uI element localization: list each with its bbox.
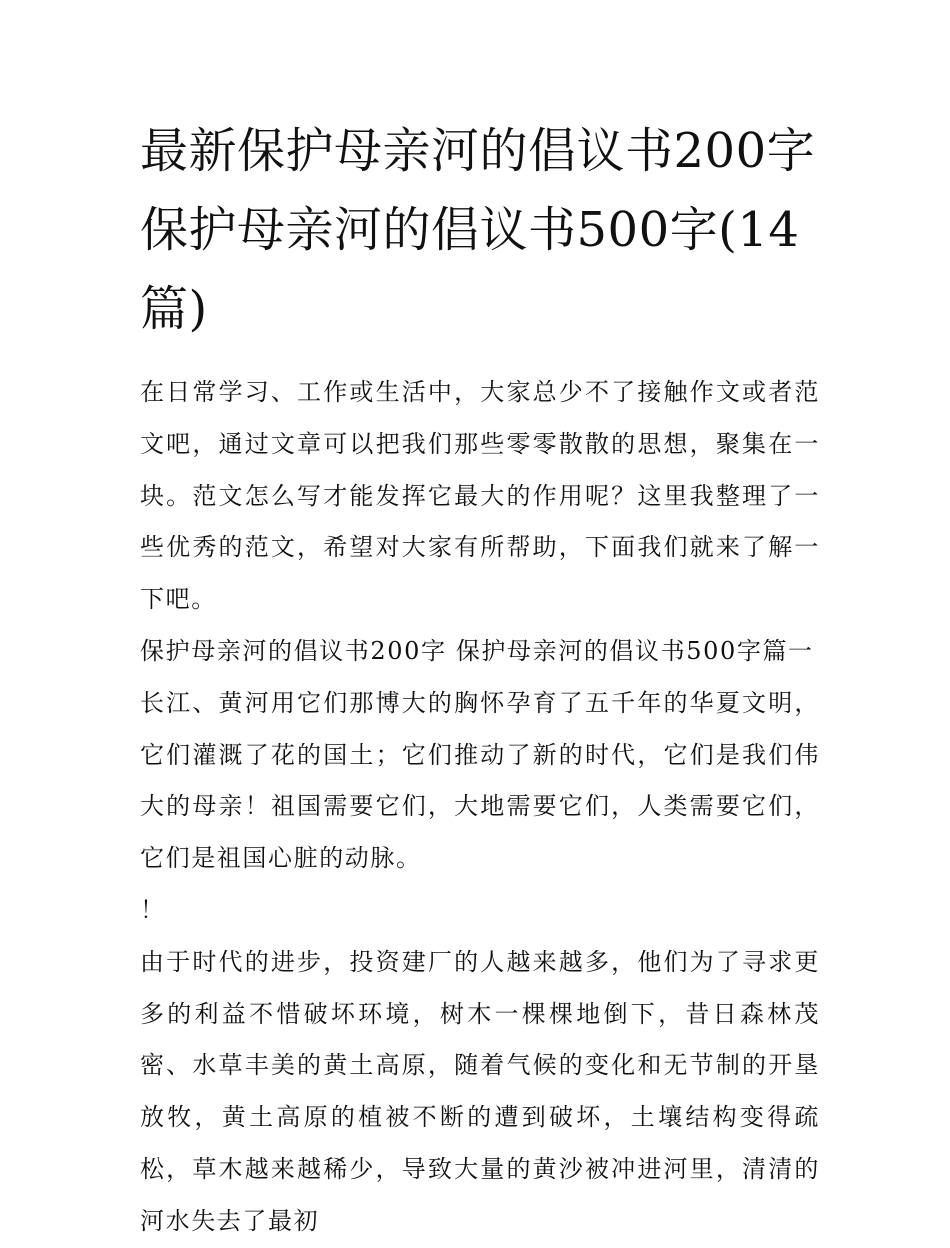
intro-paragraph: 在日常学习、工作或生活中，大家总少不了接触作文或者范文吧，通过文章可以把我们那些零零散散的思想，聚集在一块。范文怎么写才能发挥它最大的作用呢？这里我整理了一些优秀的范文，希望对大家有所帮助，下面我们就来了解一下吧。 — [140, 378, 820, 614]
exclamation-line: ！ — [140, 895, 166, 924]
body-paragraph: 由于时代的进步，投资建厂的人越来越多，他们为了寻求更多的利益不惜破坏环境，树木一棵棵地倒下，昔日森林茂密、水草丰美的黄土高原，随着气候的变化和无节制的开垦放牧，黄土高原的植被不断的遭到破坏，土壤结构变得疏松，草木越来越稀少，导致大量的黄沙被冲进河里，清清的河水失去了最初 — [140, 947, 820, 1235]
document-title: 最新保护母亲河的倡议书200字 保护母亲河的倡议书500字(14篇) — [140, 123, 816, 337]
body-paragraph: 长江、黄河用它们那博大的胸怀孕育了五千年的华夏文明，它们灌溉了花的国土；它们推动了新的时代，它们是我们伟大的母亲！祖国需要它们，大地需要它们，人类需要它们，它们是祖国心脏的动脉。 — [140, 688, 820, 873]
section-heading: 保护母亲河的倡议书200字 保护母亲河的倡议书500字篇一 — [140, 636, 814, 665]
document-page — [140, 112, 820, 1248]
